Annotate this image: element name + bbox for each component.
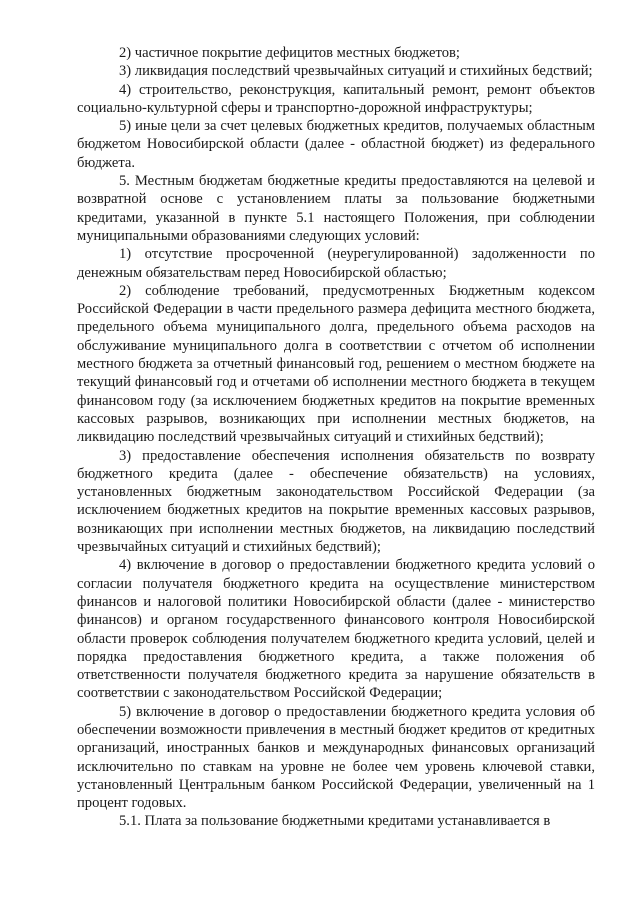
- paragraph-item-5: 5) иные цели за счет целевых бюджетных кредитов, получаемых областным бюджетом Новосибирской области (далее - областной бюджет) из федерального бюджета.: [77, 118, 595, 171]
- paragraph-condition-3: 3) предоставление обеспечения исполнения обязательств по возврату бюджетного кредита (далее - обеспечение обязательств) на условиях, установленных бюджетным законодательством Российской Федерации (за исключением бюджетных кредитов на покрытие временных кассовых разрывов, возникающих при исполнении местных бюджетов, на ликвидацию последствий чрезвычайных ситуаций и стихийных бедствий);: [77, 447, 595, 556]
- paragraph-condition-4: 4) включение в договор о предоставлении бюджетного кредита условий о согласии получателя бюджетного кредита на осуществление министерством финансов и налоговой политики Новосибирской области (далее - министерство финансов) и органом государственного финансового контроля Новосибирской области проверок соблюдения получателем бюджетного кредита условий, целей и порядка предоставления бюджетного кредита, а также положения об ответственности получателя бюджетного кредита за нарушение обязательств в соответствии с законодательством Российской Федерации;: [77, 557, 595, 702]
- paragraph-clause-5: 5. Местным бюджетам бюджетные кредиты предоставляются на целевой и возвратной основе с установлением платы за пользование бюджетными кредитами, указанной в пункте 5.1 настоящего Положения, при соблюдении муниципальными образованиями следующих условий:: [77, 173, 595, 244]
- paragraph-condition-2: 2) соблюдение требований, предусмотренных Бюджетным кодексом Российской Федерации в части предельного размера дефицита местного бюджета, предельного объема муниципального долга, предельного объема расходов на обслуживание муниципального долга в соответствии с отчетом об исполнении местного бюджета за отчетный финансовый год, решением о местном бюджете на текущий финансовый год и отчетами об исполнении местного бюджета в текущем финансовом году (за исключением бюджетных кредитов на покрытие временных кассовых разрывов, возникающих при исполнении местных бюджетов, на ликвидацию последствий чрезвычайных ситуаций и стихийных бедствий);: [77, 282, 595, 446]
- paragraph-item-2: 2) частичное покрытие дефицитов местных бюджетов;: [119, 45, 460, 61]
- paragraph-condition-5: 5) включение в договор о предоставлении бюджетного кредита условия об обеспечении возможности привлечения в местный бюджет кредитов от кредитных организаций, иностранных банков и международных финансовых организаций исключительно по ставкам на уровне не более чем уровень ключевой ставки, установленный Центральным банком Российской Федерации, увеличенный на 1 процент годовых.: [77, 703, 595, 812]
- paragraph-item-3: 3) ликвидация последствий чрезвычайных ситуаций и стихийных бедствий;: [119, 63, 593, 80]
- paragraph-item-4: 4) строительство, реконструкция, капитальный ремонт, ремонт объектов социально-культурной сферы и транспортно-дорожной инфраструктуры;: [77, 81, 595, 116]
- paragraph-clause-5-1: 5.1. Плата за пользование бюджетными кредитами устанавливается в: [119, 813, 551, 830]
- document-body: [77, 44, 595, 831]
- paragraph-condition-1: 1) отсутствие просроченной (неурегулированной) задолженности по денежным обязательствам перед Новосибирской областью;: [77, 246, 595, 281]
